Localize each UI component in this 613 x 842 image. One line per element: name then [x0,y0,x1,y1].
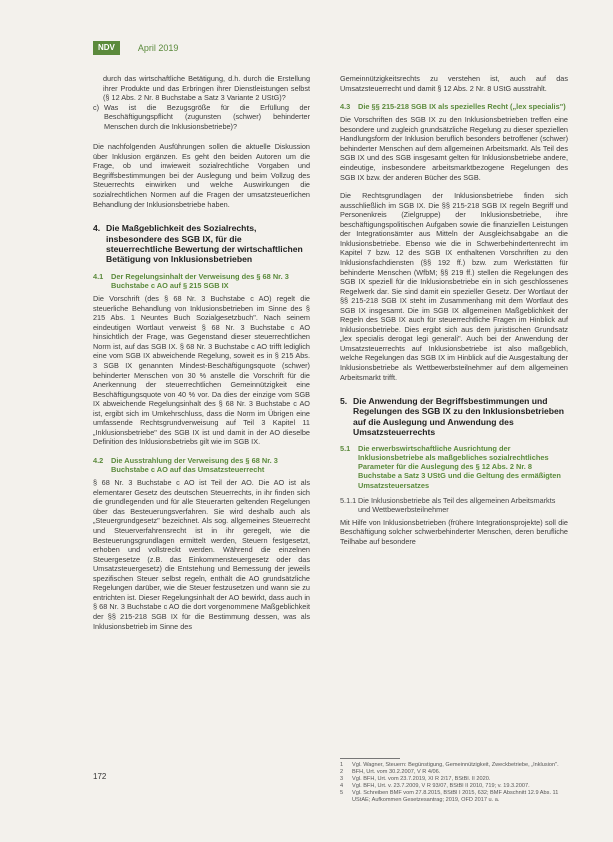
subsubsection-heading [340,496,568,515]
section-title: Die Maßgeblichkeit des Sozialrechts, insbesondere des SGB IX, für die steuerrechtliche Bewertung der wirtschaftlichen Betätigung von Inklusionsbetrieben [106,223,303,265]
subsection-title: Die Ausstrahlung der Verweisung des § 68 Nr. 3 Buchstabe c AO auf das Umsatzsteuerrecht [111,455,278,475]
paragraph: durch das wirtschaftliche Betätigung, d.h. durch die Erstellung ihrer Produkte und das Erbringen ihrer Dienstleistungen selbst (§ 12 Abs. 2 Nr. 8 Buchstabe a Satz 3 Variante 2 UStG)? [103,74,310,103]
paragraph: Die Rechtsgrundlagen der Inklusionsbetriebe finden sich ausschließlich im SGB IX. Die §§ 215-218 SGB IX regeln Begriff und Personenkreis (Zielgruppe) der Inklusionsbetriebe, ihre beschäftigungspolitischen Aufgaben sowie die finanziellen Leistungen der Integrationsämter aus Mitteln der Ausgleichsabgabe an die Inklusionsbetriebe. Ebenso wie die in Schwerbehindertenrecht im Kapitel 7 bzw. 12 des SGB IX enthaltenen Vorschriften zu den Inklusionsfachdiensten (§§ 192 ff.) bzw. zum Werkstätten für behinderte Menschen (WfbM; §§ 219 ff.) stellen die Regelungen des SGB IX speziell für die Inklusionsbetriebe ein in sich geschlossenes Regelwerk dar. Sie sind damit ein spezieller Gesetz. Der Wortlaut der §§ 215-218 SGB IX steht im Zusammenhang mit dem Wortlaut des SGB IX insgesamt. Die im SGB IX allgemeinen Maßgeblichkeit der Regeln des SGB IX auch für steuerrechtliche Fragen im Hinblick auf Inklusionsbetriebe. Dies ergibt sich aus dem juristischen Grundsatz „lex specialis derogat legi generali". Auch bei der Anwendung der Umsatzsteuerrechts auf Inklusionsbetriebe ist also maßgeblich, welche Regelungen das SGB IX im Hinblick auf die Ausgestaltung der Inklusionsbetriebe als Wettbewerbsteilnehmer auf dem allgemeinen Arbeitsmarkt trifft. [340,191,568,382]
subsubsection-number: 5.1.1 [340,495,357,505]
subsection-heading [93,272,310,290]
footnote [340,783,568,790]
section-number: 5. [340,396,348,407]
subsection-number: 5.1 [340,443,351,453]
list-item [93,103,310,132]
footnote-number: 5 [340,789,344,796]
footnote [340,762,568,769]
section-title: Die Anwendung der Begriffsbestimmungen und Regelungen des SGB IX zu den Inklusionsbetrieben auf die Auslegung und Anwendung des Umsatzsteuerrechts [353,396,565,438]
subsection-title: Die erwerbswirtschaftliche Ausrichtung der Inklusionsbetriebe als maßgebliches sozialrechtliches Parameter für die Auslegung des § 12 Abs. 2 Nr. 8 Buchstabe a Satz 3 UStG und die Geltung des ermäßigten Umsatzsteuersatzes [358,443,561,490]
footnote-text: Vgl. BFH, Urt. vom 23.7.2019, XI R 2/17, BStBl. II 2020. [352,775,491,782]
section-number: 4. [93,223,101,234]
footnote-text: Vgl. Schreiben BMF vom 27.8.2015, BStBl I 2015, 632; BMF Abschnitt 12.9 Abs. 11 UStAE; Aufkommen Gesetzesantrag; 2019, OFD 2017 u. a. [352,789,559,803]
footnotes [340,758,568,803]
footnote-text: BFH, Urt. vom 30.2.2007, V R 4/06. [352,768,441,775]
right-column [340,74,568,546]
section-heading [93,223,310,265]
footnote-number: 3 [340,775,344,782]
subsection-number: 4.1 [93,271,104,281]
footnote-number: 4 [340,782,344,789]
subsection-number: 4.3 [340,102,351,112]
list-marker: c) [93,102,100,112]
journal-logo: NDV [93,41,120,55]
page-number: 172 [93,772,107,781]
paragraph: Gemeinnützigkeitsrechts zu verstehen ist, auch auf das Umsatzsteuerrecht und damit § 12 Abs. 2 Nr. 8 UStG ausstrahlt. [340,74,568,93]
issue-date: April 2019 [137,43,179,53]
paragraph: Die nachfolgenden Ausführungen sollen die aktuelle Diskussion über Inklusion ergänzen. Es geht den beiden Autoren um die Frage, ob und inwieweit sozialrechtliche Vorgaben und Begriffsbestimmungen bei der Auslegung und beim Vollzug des Steuerrechts einwirken und welche Auswirkungen die sozialrechtlichen Normen auf die Fragen der umsatzsteuerlichen Behandlung der Inklusionsbetriebe haben. [93,142,310,209]
footnote-number: 2 [340,768,344,775]
subsection-heading [93,456,310,474]
footnote-number: 1 [340,762,344,768]
subsubsection-title: Die Inklusionsbetriebe als Teil des allgemeinen Arbeitsmarkts und Wettbewerbsteilnehmer [358,495,556,515]
left-column [93,74,310,631]
footnote-text: Vgl. Wagner, Steuern: Begünstigung, Gemeinnützigkeit, Zweckbetriebe, „Inklusion". [352,762,559,768]
footnote [340,776,568,783]
paragraph: Die Vorschriften des SGB IX zu den Inklusionsbetrieben treffen eine besondere und zugleich grundsätzliche Regelung zu dieser speziellen Handlungsform der Inklusion beruflich besonders betroffener (schwer) behinderter Menschen auf dem allgemeinen Arbeitsmarkt. Als Teil des SGB IX und des SGB insgesamt gelten für Inklusionsbetriebe andere, eindeutige, insbesondere arbeitsmarktbezogene Regelungen des SGB IX bzw. der anderen Bücher des SGB. [340,115,568,182]
subsection-title: Die §§ 215-218 SGB IX als spezielles Recht („lex specialis") [358,102,566,112]
footnote [340,790,568,804]
page-header [93,41,178,55]
footnote-rule [340,758,400,759]
subsection-number: 4.2 [93,455,104,465]
subsection-heading [340,444,568,490]
footnote [340,769,568,776]
paragraph: Die Vorschrift (des § 68 Nr. 3 Buchstabe c AO) regelt die steuerliche Behandlung von Inklusionsbetrieben im Sinne des § 215 Abs. 1 Neuntes Buch Sozialgesetzbuch". Nach seinem eindeutigen Wortlaut verweist § 68 Nr. 3 Buchstabe c AO hinsichtlich der Frage, was Gegenstand dieser steuerrechtlichen Norm ist, auf das SGB IX. § 68 Nr. 3 Buchstabe c AO trifft lediglich eine vom SGB IX abweichende Regelung, soweit es in § 215 Abs. 3 SGB IX genannten Mindest-Beschäftigungsquote (schwer) behinderter Menschen von 30 % anstelle die Vorschrift für die Anerkennung der steuerrechtlichen Gemeinnützigkeit eine Beschäftigungsquote von 40 % vor. Da dies der einzige vom SGB IX abweichende Regelungsinhalt des § 68 Nr. 3 Buchstabe c AO ist, ergibt sich im Umkehrschluss, dass die Norm im Übrigen eine umfassende Rechtsgrundverweisung auf Teil 3 Kapitel 11 „Inklusionsbetriebe" des SGB IX ist und damit in der AO dieselbe Definition des Inklusionsbetriebs gilt wie im SGB IX. [93,294,310,447]
section-heading [340,396,568,438]
footnote-text: Vgl. BFH, Urt. v. 23.7.2009, V R 93/07, BStBl II 2010, 719; v. 19.3.2007. [352,782,530,789]
subsection-heading [340,102,568,111]
subsection-title: Der Regelungsinhalt der Verweisung des § 68 Nr. 3 Buchstabe c AO auf § 215 SGB IX [111,271,289,290]
paragraph: Mit Hilfe von Inklusionsbetrieben (frühere Integrationsprojekte) soll die Beschäftigung solcher schwerbehinderter Menschen, deren berufliche Teilhabe auf besondere [340,517,568,546]
paragraph: § 68 Nr. 3 Buchstabe c AO ist Teil der AO. Die AO ist als elementarer Gesetz des deutschen Steuerrechts, in ihr finden sich die grundlegenden und für alle Steuerarten geltenden Regelungen über das Besteuerungsverfahren. Sie wird deshalb auch als „Steuergrundgesetz" bezeichnet. Als sog. allgemeines Steuerrecht und Steuerverfahrensrecht ist in ihr geregelt, wie die Besteuerungsgrundlagen ermittelt werden, Steuern festgesetzt, erhoben und vollstreckt werden. Während die einzelnen Steuergesetze (z.B. das Einkommensteuergesetz oder das Umsatzsteuergesetz) die Entstehung und Bemessung der jeweils spezifischen Steuer selbst regeln, enthält die AO grundsätzliche Regelungen darüber, wie die Steuer festzusetzen und wann sie zu entrichten ist. Dieser Regelungsinhalt der AO bewirkt, dass auch in § 68 Nr. 3 Buchstabe c AO die dort vorgenommene Maßgeblichkeit der §§ 215-218 SGB IX für die Bestimmung dessen, was als Inklusionsbetrieb im Sinne des [93,478,310,631]
list-item-text: Was ist die Bezugsgröße für die Erfüllung der Beschäftigungspflicht (zugunsten (schwer) behinderter Menschen durch die Inklusionsbetriebe)? [104,102,310,131]
